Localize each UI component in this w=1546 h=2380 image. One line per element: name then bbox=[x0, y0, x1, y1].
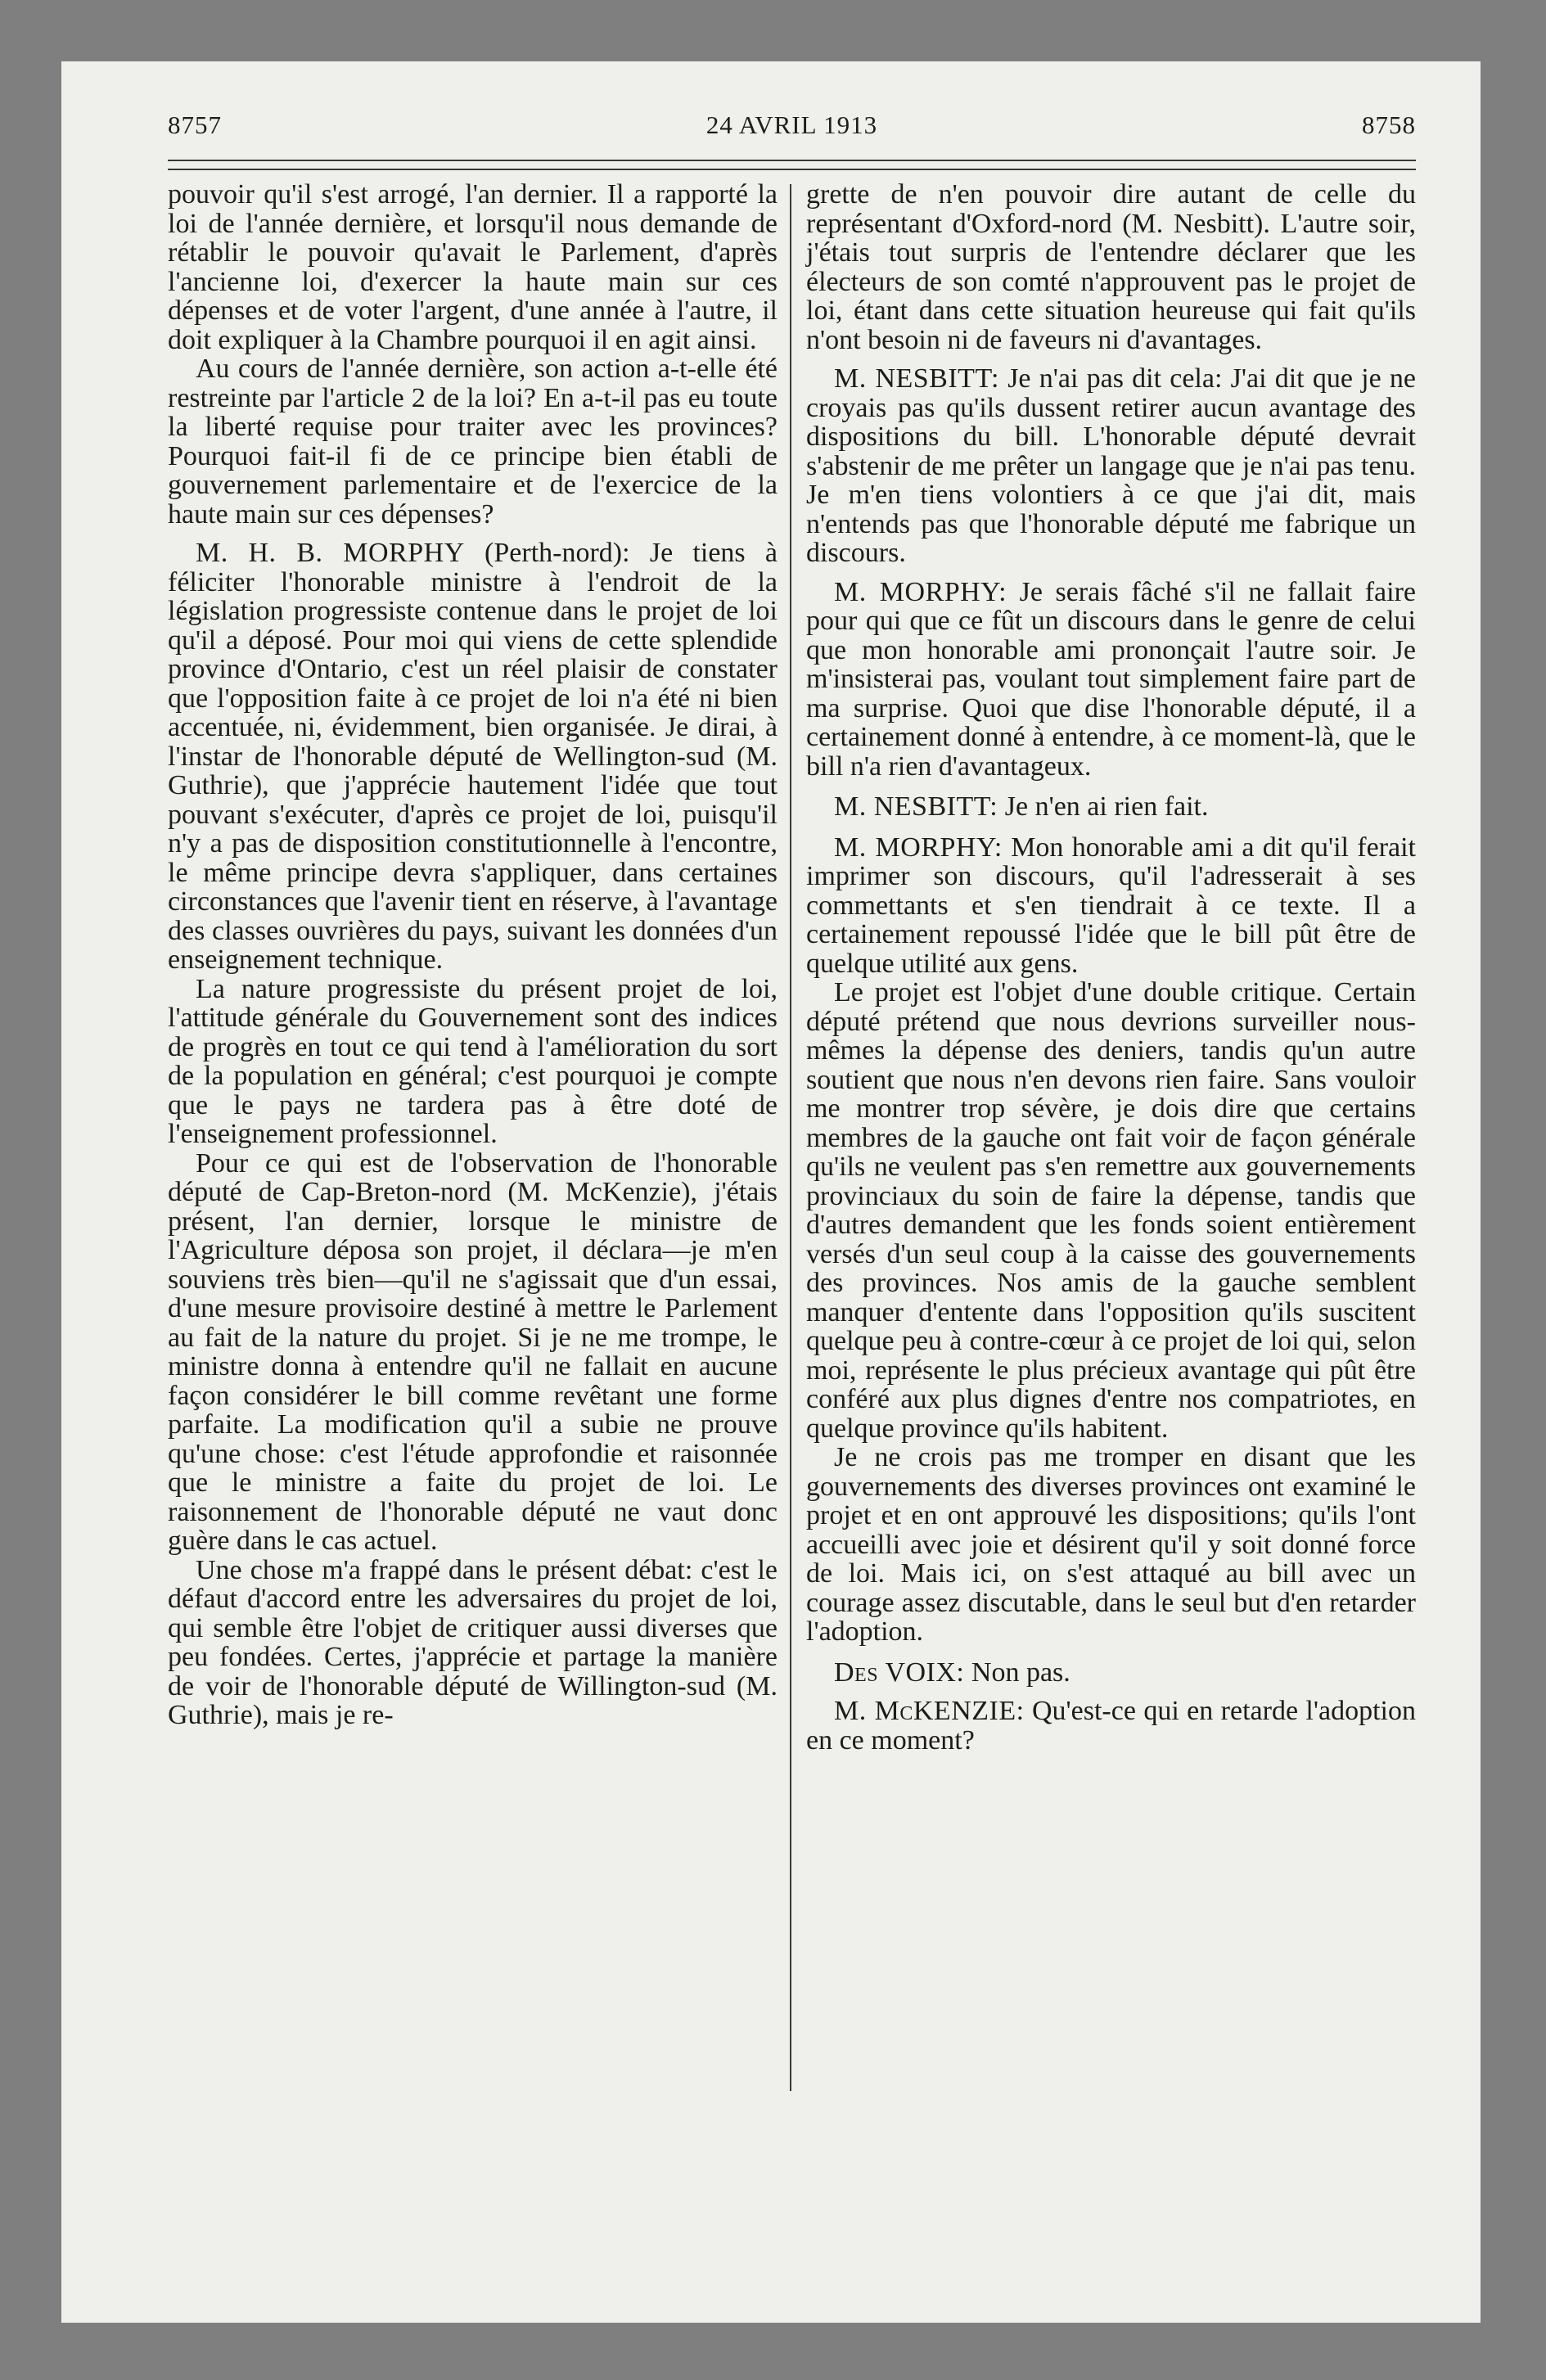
column-divider bbox=[790, 184, 791, 2091]
speaker-name: M. NESBITT: bbox=[834, 791, 998, 822]
speech-paragraph bbox=[806, 1658, 1416, 1688]
left-column bbox=[168, 180, 778, 1730]
speaker-name: M. H. B. MORPHY bbox=[196, 538, 465, 568]
speaker-name: M. MORPHY: bbox=[834, 832, 1003, 863]
speech-paragraph bbox=[806, 578, 1416, 782]
page-header bbox=[168, 101, 1416, 150]
speech-text: Je tiens à féliciter l'honorable ministre à l'endroit de la législation progressiste contenue dans le projet de loi qu'il a déposé. Pour moi qui viens de cette splendide province d'Ontario, c'est un réel plaisir de constater que l'opposition faite à ce projet de loi n'a été ni bien accentuée, ni, évidemment, bien organisée. Je dirai, à l'instar de l'honorable député de Wellington-sud (M. Guthrie), que j'apprécie hautement l'idée que tout pouvant s'exécuter, d'après ce projet de loi, puisqu'il n'y a pas de disposition constitutionnelle à l'encontre, le même principe devra s'appliquer, dans certaines circonstances que l'avenir tient en réserve, à l'avantage des classes ouvrières du pays, suivant les données d'un enseignement technique. bbox=[168, 538, 778, 975]
paragraph: pouvoir qu'il s'est arrogé, l'an dernier. Il a rapporté la loi de l'année dernière, et lorsqu'il nous demande de rétablir le pouvoir qu'avait le Parlement, d'après l'ancienne loi, d'exercer la haute main sur ces dépenses et de voter l'argent, d'une année à l'autre, il doit expliquer à la Chambre pourquoi il en agit ainsi. bbox=[168, 179, 778, 355]
document-page bbox=[61, 61, 1481, 2323]
speech-text: Mon honorable ami a dit qu'il ferait imprimer son discours, qu'il l'adresserait à ses commettants et s'en tiendrait à ce texte. Il a certainement repoussé l'idée que le bill pût être de quelque utilité aux gens. bbox=[806, 832, 1416, 979]
speech-text: Je n'ai pas dit cela: J'ai dit que je ne croyais pas qu'ils dussent retirer aucun avantage des dispositions du bill. L'honorable député devrait s'abstenir de me prêter un langage que je n'ai pas tenu. Je m'en tiens volontiers à ce que j'ai dit, mais n'entends pas que l'honorable député me fabrique un discours. bbox=[806, 363, 1416, 568]
speech-paragraph bbox=[806, 364, 1416, 568]
speech-paragraph bbox=[806, 833, 1416, 979]
paragraph: Pour ce qui est de l'observation de l'honorable député de Cap-Breton-nord (M. McKenzie), j'étais présent, l'an dernier, lorsque le ministre de l'Agriculture déposa son projet, il déclara—je m'en souviens très bien—qu'il ne s'agissait que d'un essai, d'une mesure provisoire destiné à mettre le Parlement au fait de la nature du projet. Si je ne me trompe, le ministre donna à entendre qu'il ne fallait en aucune façon considérer le bill comme revêtant une forme parfaite. La modification qu'il a subie ne prouve qu'une chose: c'est l'étude approfondie et raisonnée que le ministre a faite du projet de loi. Le raisonnement de l'honorable député ne vaut donc guère dans le cas actuel. bbox=[168, 1147, 778, 1556]
header-date: 24 AVRIL 1913 bbox=[705, 110, 878, 139]
paragraph: Une chose m'a frappé dans le présent débat: c'est le défaut d'accord entre les adversaires du projet de loi, qui semble être l'objet de critiquer aussi diverses que peu fondées. Certes, j'apprécie et partage la manière de voir de l'honorable député de Willington-sud (M. Guthrie), mais je re- bbox=[168, 1554, 778, 1730]
speaker-name: M. NESBITT: bbox=[834, 363, 999, 394]
speech-paragraph bbox=[168, 539, 778, 975]
speaker-name: M. McKENZIE: bbox=[834, 1696, 1025, 1726]
paragraph: Le projet est l'objet d'une double critique. Certain député prétend que nous devrions surveiller nous-mêmes la dépense des deniers, tandis qu'un autre soutient que nous n'en devons rien faire. Sans vouloir me montrer trop sévère, je dois dire que certains membres de la gauche ont fait voir de façon générale qu'ils ne veulent pas s'en remettre aux gouvernements provinciaux du soin de faire la dépense, tandis que d'autres demandent que les fonds soient entièrement versés d'un seul coup à la caisse des gouvernements des provinces. Nos amis de la gauche semblent manquer d'entente dans l'opposition qu'ils suscitent quelque peu à contre-cœur à ce projet de loi qui, selon moi, représente le plus précieux avantage qui pût être conféré aux plus dignes d'entre nos compatriotes, en quelque province qu'ils habitent. bbox=[806, 977, 1416, 1444]
header-rule-top bbox=[168, 160, 1416, 161]
right-column bbox=[806, 180, 1416, 1755]
header-rule-bottom bbox=[168, 169, 1416, 170]
paragraph: grette de n'en pouvoir dire autant de celle du représentant d'Oxford-nord (M. Nesbitt). L'autre soir, j'étais tout surpris de l'entendre déclarer que les électeurs de son comté n'approuvent pas le projet de loi, étant dans cette situation heureuse qui fait qu'ils n'ont besoin ni de faveurs ni d'avantages. bbox=[806, 179, 1416, 355]
speaker-name: Des VOIX: bbox=[834, 1657, 965, 1688]
speech-text: Non pas. bbox=[971, 1657, 1070, 1688]
speech-paragraph bbox=[806, 792, 1416, 822]
speech-text: Je n'en ai rien fait. bbox=[1004, 791, 1209, 822]
speaker-name: M. MORPHY: bbox=[834, 576, 1007, 607]
page-number-left: 8757 bbox=[168, 110, 222, 139]
paragraph: Au cours de l'année dernière, son action a-t-elle été restreinte par l'article 2 de la loi? En a-t-il pas eu toute la liberté requise pour traiter avec les provinces? Pourquoi fait-il fi de ce principe bien établi de gouvernement parlementaire et de l'exercice de la haute main sur ces dépenses? bbox=[168, 354, 778, 530]
paragraph: Je ne crois pas me tromper en disant que les gouvernements des diverses provinces ont examiné le projet et en ont approuvé les dispositions; qu'ils l'ont accueilli avec joie et désirent qu'il y soit donné force de loi. Mais ici, on s'est attaqué au bill avec un courage assez discutable, dans le seul but d'en retarder l'adoption. bbox=[806, 1442, 1416, 1647]
speech-paragraph bbox=[806, 1697, 1416, 1755]
page-number-right: 8758 bbox=[1362, 110, 1416, 139]
speech-text: Qu'est-ce qui en retarde l'adoption en ce moment? bbox=[806, 1696, 1416, 1756]
speech-text: Je serais fâché s'il ne fallait faire pour qui que ce fût un discours dans le genre de celui que mon honorable ami prononçait l'autre soir. Je m'insisterai pas, voulant tout simplement faire part de ma surprise. Quoi que dise l'honorable député, il a certainement donné à entendre, à ce moment-là, que le bill n'a rien d'avantageux. bbox=[806, 576, 1417, 782]
speaker-riding: (Perth-nord): bbox=[485, 538, 630, 568]
paragraph: La nature progressiste du présent projet de loi, l'attitude générale du Gouvernement sont des indices de progrès en tout ce qui tend à l'amélioration du sort de la population en général; c'est pourquoi je compte que le pays ne tardera pas à être doté de l'enseignement professionnel. bbox=[168, 973, 778, 1149]
